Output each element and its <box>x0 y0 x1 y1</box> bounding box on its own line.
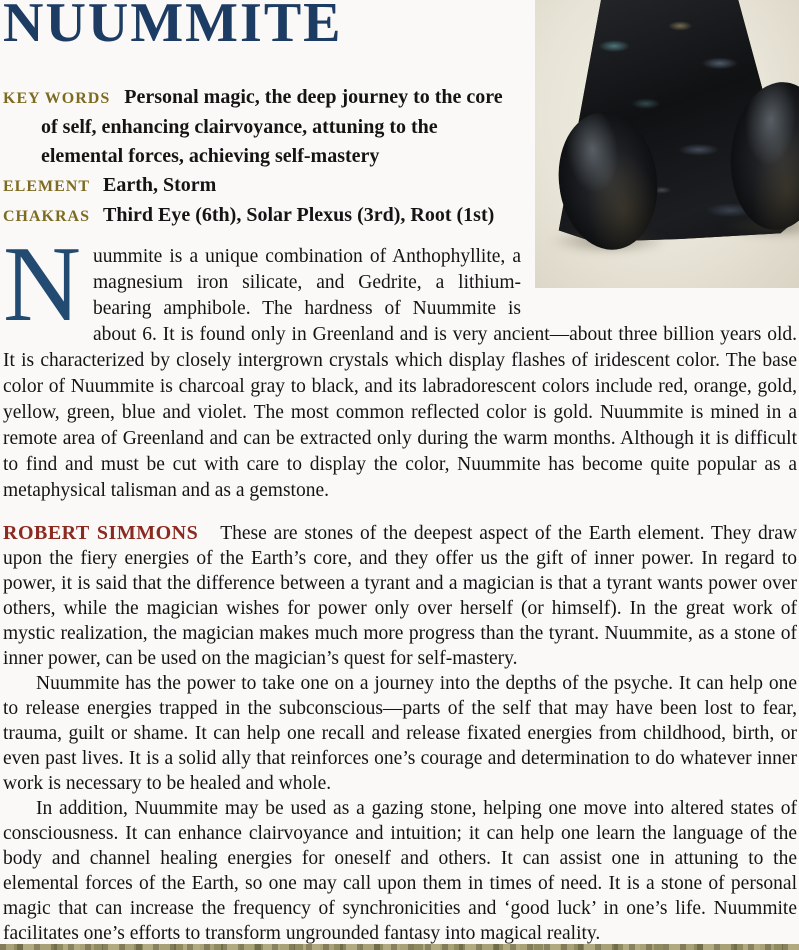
nuummite-photo <box>535 0 799 288</box>
author-paragraph-3: In addition, Nuummite may be used as a gazing stone, helping one move into altered states of consciousness. It can enhance clairvoyance and intuition; it can help one learn the language of the body and channel healing energies for oneself and others. It can assist one in attuning to the elemental forces of the Earth, so one may call upon them in times of need. It is a stone of personal magic that can increase the frequency of synchronicities and ‘good luck’ in one’s life. Nuummite facilitates one’s efforts to transform ungrounded fantasy into magical reality. <box>3 798 797 944</box>
author-paragraph-2: Nuummite has the power to take one on a journey into the depths of the psyche. It can help one to release energies trapped in the subconscious—parts of the self that may have been lost to fear, trauma, guilt or shame. It can help one recall and release fixated energies from childhood, birth, or even past lives. It is a solid ally that reinforces one’s courage and determination to do whatever inner work is necessary to be healed and whole. <box>3 673 797 794</box>
chakras-value: Third Eye (6th), Solar Plexus (3rd), Root (1st) <box>103 204 495 226</box>
author-name: ROBERT SIMMONS <box>3 522 199 544</box>
page-title: NUUMMITE <box>3 0 343 54</box>
bottom-photo-edge <box>0 944 799 950</box>
author-paragraph-1-text: These are stones of the deepest aspect of the Earth element. They draw upon the fiery energies of the Earth’s core, and they offer us the gift of inner power. In regard to power, it is said that the difference between a tyrant and a magician is that a tyrant wants power over others, while the magician wishes for power only over herself (or himself). In the great work of mystic realization, the magician makes much more progress than the tyrant. Nuummite, as a stone of inner power, can be used on the magician’s quest for self-mastery. <box>3 523 797 669</box>
chakras-label: CHAKRAS <box>3 208 91 225</box>
keywords-value: Personal magic, the deep journey to the core of self, enhancing clairvoyance, attuning to the elemental forces, achieving self-mastery <box>41 86 503 167</box>
element-value: Earth, Storm <box>103 174 217 196</box>
author-paragraph-1 <box>3 521 797 671</box>
author-section <box>3 521 797 946</box>
keywords-label: KEY WORDS <box>3 90 111 107</box>
intro-text: uummite is a unique combination of Anthophyllite, a magnesium iron silicate, and Gedrite, a lithium-bearing amphibole. The hardness of Nuummite is about 6. It is found only in Greenland and is very ancient—about three billion years old. It is characterized by closely intergrown crystals which display flashes of iridescent color. The base color of Nuummite is charcoal gray to black, and its labradorescent colors include red, orange, gold, yellow, green, blue and violet. The most common reflected color is gold. Nuummite is mined in a remote area of Greenland and can be extracted only during the warm months. Although it is difficult to find and must be cut with care to display the color, Nuummite has become quite popular as a metaphysical talisman and as a gemstone. <box>3 246 797 501</box>
drop-cap: N <box>3 225 81 344</box>
element-label: ELEMENT <box>3 178 91 195</box>
